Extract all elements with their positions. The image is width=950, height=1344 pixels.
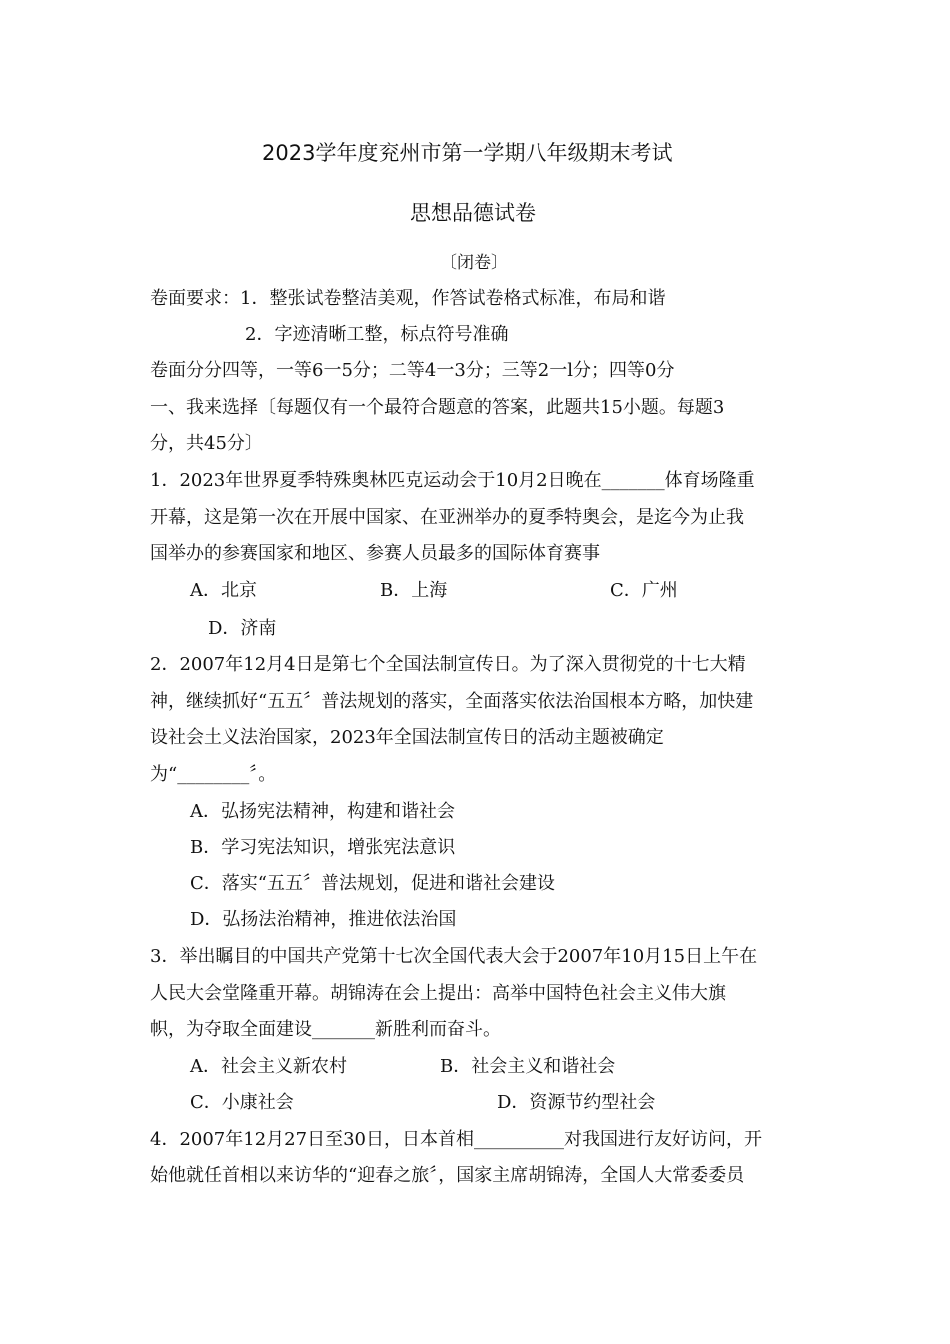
section-heading-line-1: 一、我来选择〔每题仅有一个最符合题意的答案，此题共15小题。每题3 [150, 397, 725, 418]
q3-option-a: A．社会主义新农村 [190, 1056, 347, 1077]
q3-option-d: D．资源节约型社会 [497, 1092, 656, 1113]
q2-option-d: D．弘扬法治精神，推进依法治国 [190, 909, 457, 930]
q1-option-d: D．济南 [208, 618, 277, 639]
section-heading-line-2: 分，共45分〕 [150, 433, 263, 454]
q2-option-a: A．弘扬宪法精神，构建和谐社会 [190, 801, 455, 822]
q1-line-3: 国举办的参赛国家和地区、参赛人员最多的国际体育赛事 [150, 543, 600, 564]
q4-line-2: 始他就任首相以来访华的“迎春之旅〞，国家主席胡锦涛，全国人大常委委员 [150, 1165, 745, 1186]
grading-note: 卷面分分四等，一等6一5分；二等4一3分；三等2一l分；四等0分 [150, 360, 675, 381]
closed-book-note: 〔闭卷〕 [440, 253, 508, 273]
q3-line-3: 帜，为夺取全面建设_______新胜利而奋斗。 [150, 1019, 501, 1040]
q2-line-1: 2．2007年12月4日是第七个全国法制宣传日。为了深入贯彻党的十七大精 [150, 654, 746, 675]
q3-option-c: C．小康社会 [190, 1092, 294, 1113]
q2-line-4: 为“________〞。 [150, 764, 277, 785]
q1-option-c: C．广州 [610, 580, 678, 601]
q3-line-2: 人民大会堂隆重开幕。胡锦涛在会上提出：高举中国特色社会主义伟大旗 [150, 983, 726, 1004]
q2-option-b: B．学习宪法知识，增张宪法意识 [190, 837, 456, 858]
q1-option-b: B．上海 [380, 580, 448, 601]
q2-line-2: 神，继续抓好“五五〞普法规划的落实，全面落实依法治国根本方略，加快建 [150, 691, 754, 712]
exam-subtitle: 思想品德试卷 [410, 201, 536, 225]
q4-line-1: 4．2007年12月27日至30日，日本首相__________对我国进行友好访问，开 [150, 1129, 762, 1150]
exam-title: 2023学年度兖州市第一学期八年级期末考试 [262, 141, 673, 165]
requirements-line-2: 2．字迹清晰工整，标点符号准确 [245, 324, 509, 345]
q2-option-c: C．落实“五五〞普法规划，促进和谐社会建设 [190, 873, 555, 894]
q3-line-1: 3．举出瞩目的中国共产党第十七次全国代表大会于2007年10月15日上午在 [150, 946, 758, 967]
q1-option-a: A．北京 [190, 580, 257, 601]
q1-line-1: 1．2023年世界夏季特殊奥林匹克运动会于10月2日晚在_______体育场隆重 [150, 470, 755, 491]
q1-line-2: 开幕，这是第一次在开展中国家、在亚洲举办的夏季特奥会，是迄今为止我 [150, 507, 744, 528]
q2-line-3: 设社会土义法治国家，2023年全国法制宣传日的活动主题被确定 [150, 727, 664, 748]
q3-option-b: B．社会主义和谐社会 [440, 1056, 616, 1077]
requirements-line-1: 卷面要求：1．整张试卷整洁美观，作答试卷格式标准，布局和谐 [150, 288, 666, 309]
